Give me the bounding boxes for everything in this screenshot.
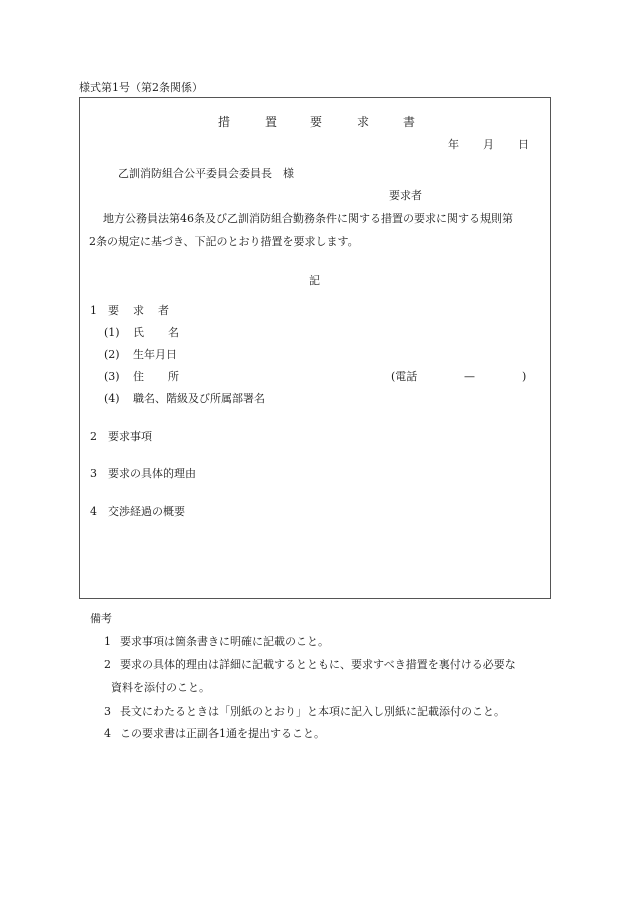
item-label-char: 氏 [133, 326, 144, 339]
section-label-reasons: 要求の具体的理由 [108, 467, 196, 480]
item-label: 職名、階級及び所属部署名 [133, 392, 265, 405]
date-year: 年 [448, 138, 459, 151]
body-text-line1: 地方公務員法第46条及び乙訓消防組合勤務条件に関する措置の要求に関する規則第 [103, 212, 513, 225]
note-text: 要求事項は箇条書きに明確に記載のこと。 [120, 635, 329, 648]
section-label-char: 求 [133, 304, 144, 317]
note-text: 長文にわたるときは「別紙のとおり」と本項に記入し別紙に記載添付のこと。 [120, 705, 505, 718]
form-number: 様式第1号（第2条関係） [79, 81, 203, 94]
date-month: 月 [483, 138, 494, 151]
note-text: 要求の具体的理由は詳細に記載するとともに、要求すべき措置を裏付ける必要な [120, 658, 516, 671]
section-label-request-items: 要求事項 [108, 430, 152, 443]
body-text-line2: 2条の規定に基づき、下記のとおり措置を要求します。 [89, 235, 359, 248]
section-number: 2 [90, 430, 97, 443]
phone-close: ) [522, 370, 527, 383]
note-number: 4 [104, 727, 111, 740]
note-number: 3 [104, 705, 111, 718]
section-label-negotiation: 交渉経過の概要 [108, 505, 185, 518]
requester-label: 要求者 [389, 189, 422, 202]
notes-heading: 備考 [90, 612, 112, 625]
title-char: 求 [357, 115, 370, 129]
note-text: この要求書は正副各1通を提出すること。 [120, 727, 325, 740]
title-char: 書 [403, 115, 416, 129]
note-number: 1 [104, 635, 111, 648]
item-number: (1) [104, 326, 120, 339]
section-number: 4 [90, 505, 97, 518]
phone-dash: — [464, 370, 475, 383]
item-label-char: 住 [133, 370, 144, 383]
item-number: (4) [104, 392, 120, 405]
addressee: 乙訓消防組合公平委員会委員長 様 [118, 167, 294, 180]
note-text-continued: 資料を添付のこと。 [111, 681, 210, 694]
title-char: 置 [265, 115, 278, 129]
date-day: 日 [518, 138, 529, 151]
title-char: 措 [218, 115, 231, 129]
section-label-char: 要 [108, 304, 119, 317]
section-number: 1 [90, 304, 97, 317]
phone-label: (電話 [391, 370, 418, 383]
title-char: 要 [310, 115, 323, 129]
item-label-char: 名 [168, 326, 179, 339]
ki-heading: 記 [309, 274, 320, 287]
section-label-char: 者 [158, 304, 169, 317]
section-number: 3 [90, 467, 97, 480]
note-number: 2 [104, 658, 111, 671]
item-label-char: 所 [168, 370, 179, 383]
item-label: 生年月日 [133, 348, 177, 361]
item-number: (3) [104, 370, 120, 383]
item-number: (2) [104, 348, 120, 361]
